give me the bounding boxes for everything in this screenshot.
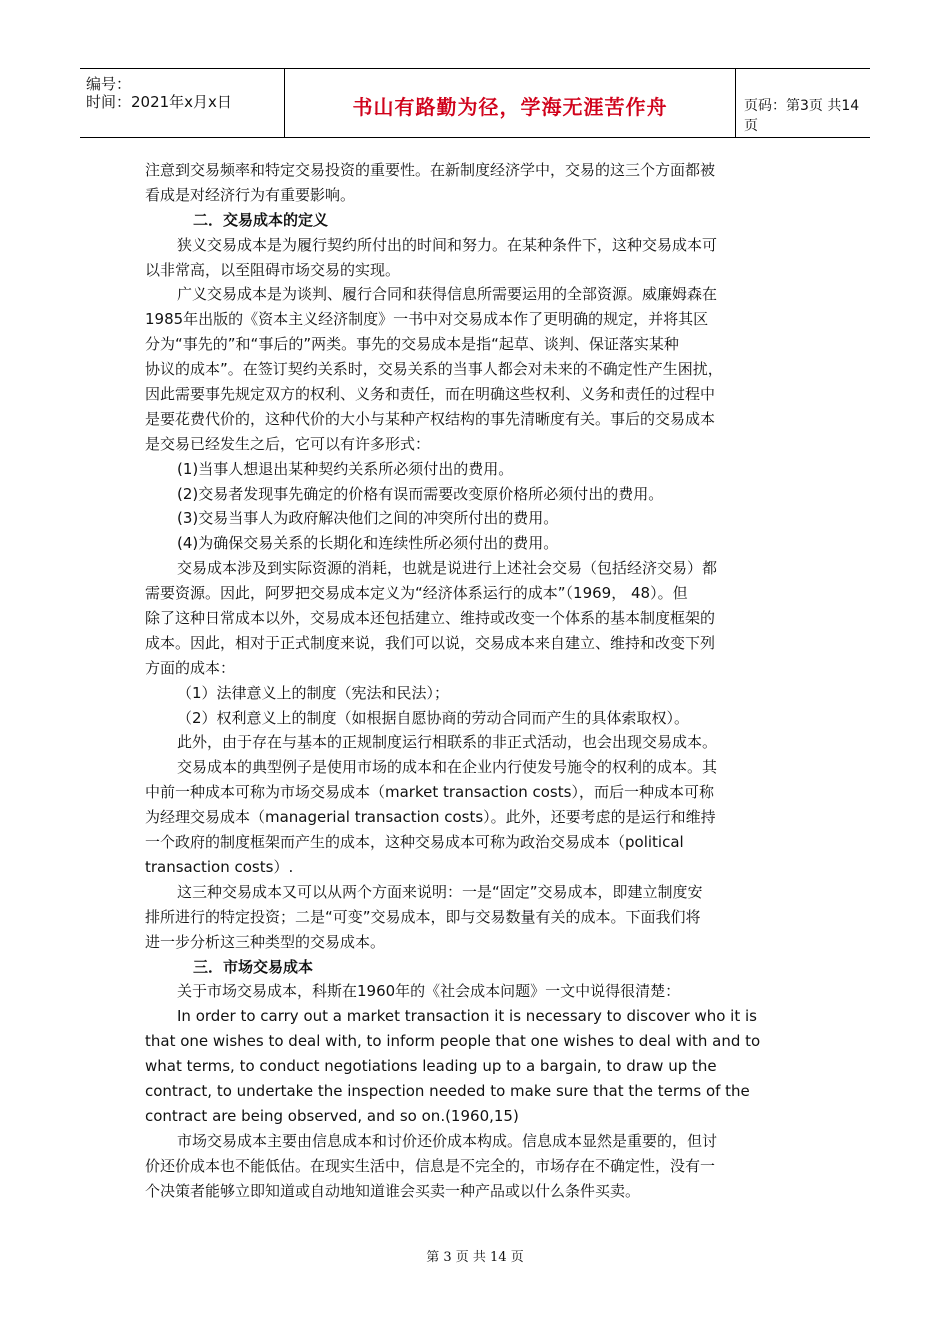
text-line: (1)当事人想退出某种契约关系所必须付出的费用。 — [177, 459, 514, 478]
text-line: 成本。因此，相对于正式制度来说，我们可以说，交易成本来自建立、维持和改变下列 — [145, 633, 716, 652]
text-line: 需要资源。因此，阿罗把交易成本定义为“经济体系运行的成本”（1969， 48）。但 — [145, 584, 688, 603]
section-heading: 二．交易成本的定义 — [193, 210, 329, 229]
text-line: 协议的成本”。在签订契约关系时，交易关系的当事人都会对未来的不确定性产生困扰， — [145, 360, 723, 379]
header-page-cell — [736, 69, 870, 137]
text-line: 方面的成本： — [145, 658, 236, 677]
section-heading: 三．市场交易成本 — [193, 957, 314, 976]
header-motto: 书山有路勤为径，学海无涯苦作舟 — [352, 95, 668, 119]
text-line: what terms, to conduct negotiations leading up to a bargain, to draw up the — [145, 1057, 717, 1076]
text-line: 进一步分析这三种类型的交易成本。 — [145, 932, 386, 951]
text-line: 排所进行的特定投资；二是“可变”交易成本，即与交易数量有关的成本。下面我们将 — [145, 907, 701, 926]
header-page-label: 页码：第3页 共14页 — [744, 98, 860, 134]
text-line: contract, to undertake the inspection needed to make sure that the terms of the — [145, 1081, 750, 1100]
text-line: that one wishes to deal with, to inform people that one wishes to deal with and to — [145, 1032, 761, 1051]
text-line: 广义交易成本是为谈判、履行合同和获得信息所需要运用的全部资源。威廉姆森在 — [177, 285, 718, 304]
header-info-cell — [80, 69, 285, 137]
document-date-label: 时间：2021年x月x日 — [86, 93, 232, 111]
text-line: 市场交易成本主要由信息成本和讨价还价成本构成。信息成本显然是重要的，但讨 — [177, 1131, 718, 1150]
text-line: 为经理交易成本（managerial transaction costs）。此外，还要考虑的是运行和维持 — [145, 808, 716, 827]
text-line: 一个政府的制度框架而产生的成本，这种交易成本可称为政治交易成本（political — [145, 833, 684, 852]
text-line: 除了这种日常成本以外，交易成本还包括建立、维持或改变一个体系的基本制度框架的 — [145, 609, 716, 628]
text-line: 狭义交易成本是为履行契约所付出的时间和努力。在某种条件下，这种交易成本可 — [177, 235, 718, 254]
text-line: 这三种交易成本又可以从两个方面来说明：一是“固定”交易成本，即建立制度安 — [177, 882, 703, 901]
text-line: 个决策者能够立即知道或自动地知道谁会买卖一种产品或以什么条件买卖。 — [145, 1181, 641, 1200]
text-line: (2)交易者发现事先确定的价格有误而需要改变原价格所必须付出的费用。 — [177, 484, 664, 503]
text-line: 此外，由于存在与基本的正规制度运行相联系的非正式活动，也会出现交易成本。 — [177, 733, 718, 752]
text-line: 价还价成本也不能低估。在现实生活中，信息是不完全的，市场存在不确定性，没有一 — [145, 1156, 716, 1175]
document-body — [145, 158, 805, 1203]
page-header — [80, 68, 870, 138]
text-line: （2）权利意义上的制度（如根据自愿协商的劳动合同而产生的具体索取权）。 — [177, 708, 690, 727]
text-line: (4)为确保交易关系的长期化和连续性所必须付出的费用。 — [177, 534, 559, 553]
text-line: 是交易已经发生之后，它可以有许多形式： — [145, 434, 431, 453]
text-line: 分为“事先的”和“事后的”两类。事先的交易成本是指“起草、谈判、保证落实某种 — [145, 335, 679, 354]
page-footer: 第 3 页 共 14 页 — [426, 1250, 524, 1265]
text-line: 交易成本涉及到实际资源的消耗，也就是说进行上述社会交易（包括经济交易）都 — [177, 559, 718, 578]
text-line: transaction costs）. — [145, 857, 294, 876]
document-number-label: 编号： — [86, 75, 132, 93]
text-line: 交易成本的典型例子是使用市场的成本和在企业内行使发号施令的权利的成本。其 — [177, 758, 718, 777]
text-line: （1）法律意义上的制度（宪法和民法）； — [177, 683, 450, 702]
text-line: 关于市场交易成本，科斯在1960年的《社会成本问题》一文中说得很清楚： — [177, 982, 681, 1001]
text-line: contract are being observed, and so on.(1960,15) — [145, 1106, 519, 1125]
text-line: 因此需要事先规定双方的权利、义务和责任，而在明确这些权利、义务和责任的过程中 — [145, 385, 716, 404]
text-line: 以非常高，以至阻碍市场交易的实现。 — [145, 260, 401, 279]
text-line: 1985年出版的《资本主义经济制度》一书中对交易成本作了更明确的规定，并将其区 — [145, 310, 709, 329]
text-line: In order to carry out a market transaction it is necessary to discover who it is — [177, 1007, 757, 1026]
text-line: 是要花费代价的，这种代价的大小与某种产权结构的事先清晰度有关。事后的交易成本 — [145, 409, 716, 428]
text-line: (3)交易当事人为政府解决他们之间的冲突所付出的费用。 — [177, 509, 559, 528]
text-line: 中前一种成本可称为市场交易成本（market transaction costs），而后一种成本可称 — [145, 783, 714, 802]
header-motto-cell — [285, 69, 736, 137]
text-line: 看成是对经济行为有重要影响。 — [145, 185, 356, 204]
text-line: 注意到交易频率和特定交易投资的重要性。在新制度经济学中，交易的这三个方面都被 — [145, 161, 716, 179]
